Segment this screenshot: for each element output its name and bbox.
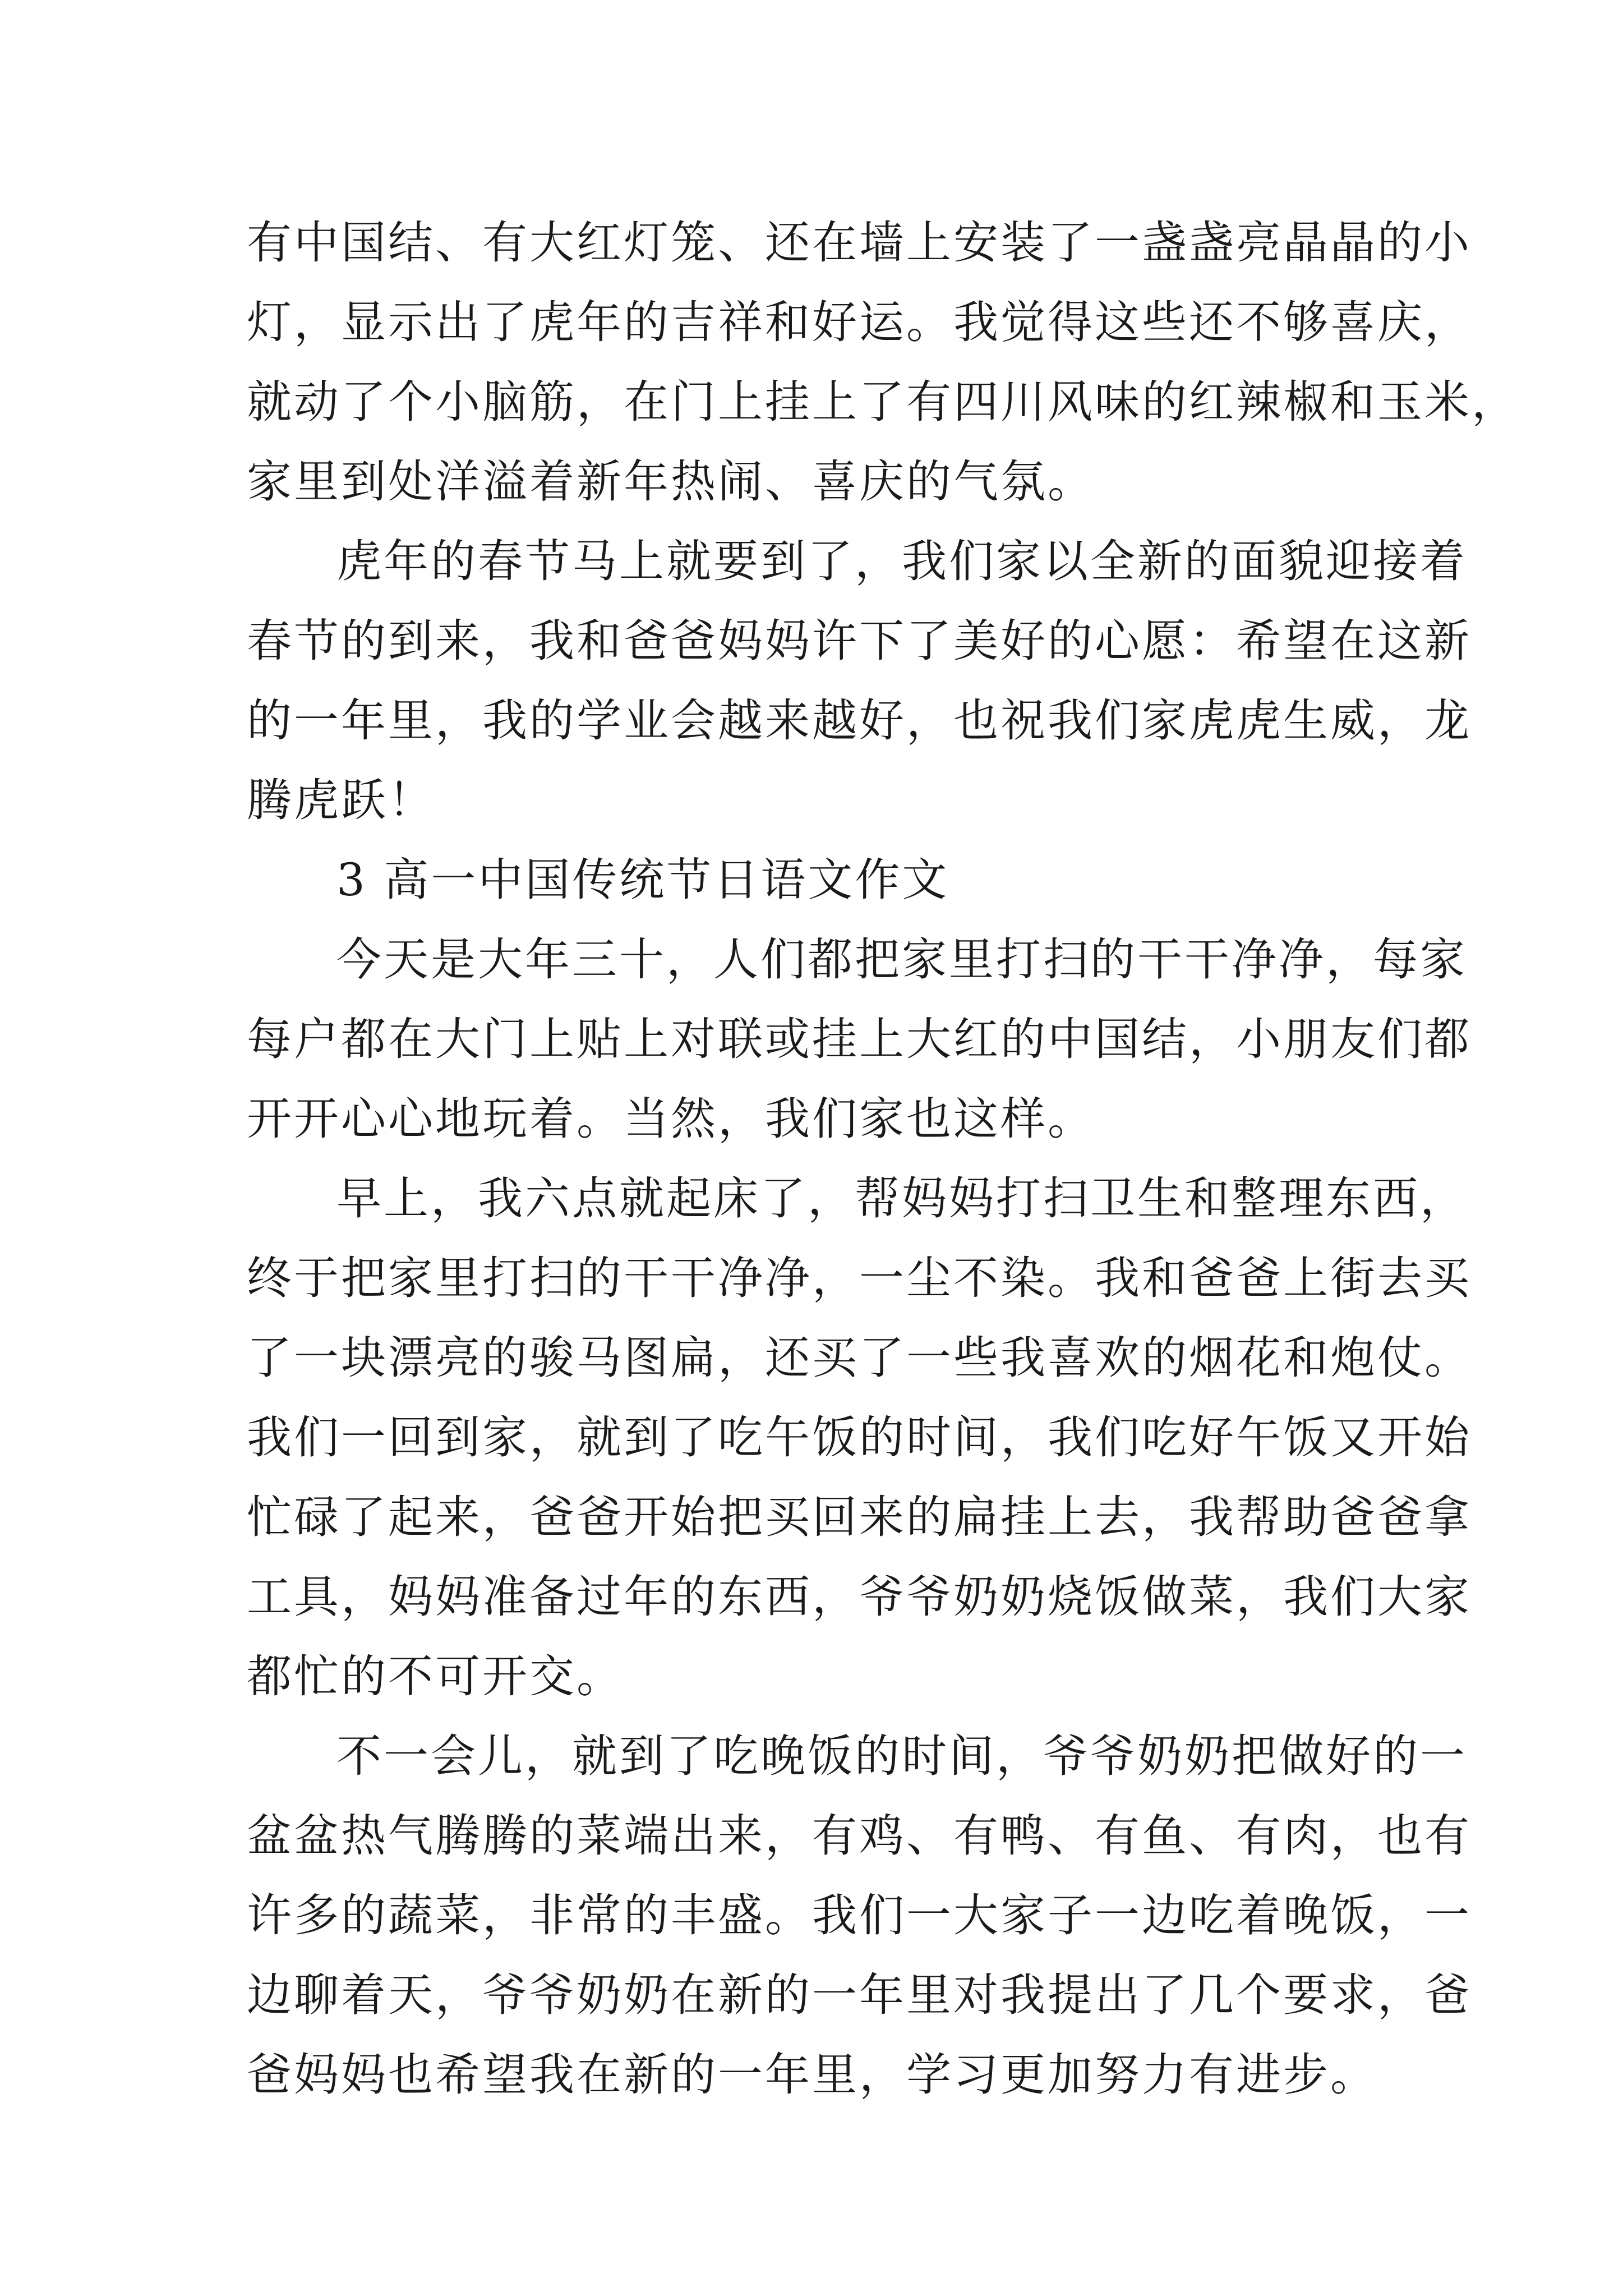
text-line: 忙碌了起来，爸爸开始把买回来的扁挂上去，我帮助爸爸拿 — [247, 1491, 1472, 1543]
text-line: 终于把家里打扫的干干净净，一尘不染。我和爸爸上街去买 — [247, 1252, 1472, 1304]
document-body — [247, 203, 1519, 2115]
text-line: 就动了个小脑筋，在门上挂上了有四川风味的红辣椒和玉米， — [247, 376, 1519, 428]
text-line: 不一会儿，就到了吃晚饭的时间，爷爷奶奶把做好的一 — [336, 1730, 1467, 1782]
text-line: 边聊着天，爷爷奶奶在新的一年里对我提出了几个要求，爸 — [247, 1969, 1472, 2021]
text-line: 家里到处洋溢着新年热闹、喜庆的气氛。 — [247, 455, 1095, 508]
text-line: 的一年里，我的学业会越来越好，也祝我们家虎虎生威，龙 — [247, 694, 1472, 747]
paragraph-5 — [247, 1717, 1472, 2115]
text-line: 有中国结、有大红灯笼、还在墙上安装了一盏盏亮晶晶的小 — [247, 217, 1472, 269]
paragraph-3 — [247, 920, 1472, 1159]
text-line: 我们一回到家，就到了吃午饭的时间，我们吃好午饭又开始 — [247, 1411, 1472, 1464]
paragraph-4 — [247, 1159, 1472, 1717]
text-line: 了一块漂亮的骏马图扁，还买了一些我喜欢的烟花和炮仗。 — [247, 1332, 1472, 1384]
text-line: 工具，妈妈准备过年的东西，爷爷奶奶烧饭做菜，我们大家 — [247, 1571, 1472, 1623]
text-line: 开开心心地玩着。当然，我们家也这样。 — [247, 1093, 1095, 1145]
section-title: 3 高一中国传统节日语文作文 — [336, 854, 949, 906]
text-line: 许多的蔬菜，非常的丰盛。我们一大家子一边吃着晚饭，一 — [247, 1889, 1472, 1941]
text-line: 爸妈妈也希望我在新的一年里，学习更加努力有进步。 — [247, 2049, 1377, 2101]
text-line: 腾虎跃！ — [247, 774, 435, 826]
text-line: 盆盆热气腾腾的菜端出来，有鸡、有鸭、有鱼、有肉，也有 — [247, 1810, 1472, 1862]
paragraph-2 — [247, 522, 1472, 840]
text-line: 灯，显示出了虎年的吉祥和好运。我觉得这些还不够喜庆， — [247, 296, 1472, 348]
text-line: 都忙的不可开交。 — [247, 1650, 624, 1703]
paragraph-1 — [247, 203, 1519, 522]
section-heading — [247, 840, 1453, 920]
text-line: 每户都在大门上贴上对联或挂上大红的中国结，小朋友们都 — [247, 1013, 1472, 1065]
text-line: 今天是大年三十，人们都把家里打扫的干干净净，每家 — [336, 933, 1467, 986]
text-line: 春节的到来，我和爸爸妈妈许下了美好的心愿：希望在这新 — [247, 615, 1472, 667]
text-line: 虎年的春节马上就要到了，我们家以全新的面貌迎接着 — [336, 535, 1467, 587]
text-line: 早上，我六点就起床了，帮妈妈打扫卫生和整理东西， — [336, 1172, 1467, 1225]
